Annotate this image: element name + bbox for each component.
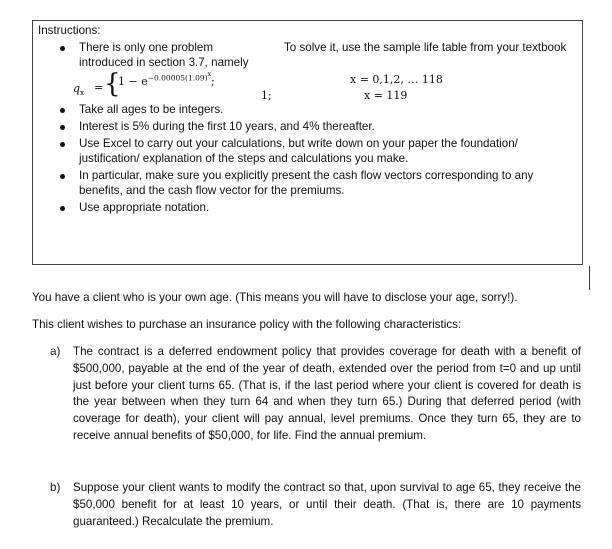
part-a-label: a) — [50, 345, 61, 358]
formula-equals: = — [94, 81, 104, 94]
textbook-note: To solve it, use the sample life table from your textbook — [284, 41, 567, 54]
bullet-dot — [60, 125, 65, 130]
bullet-excel: Use Excel to carry out your calculations, but write down on your paper the foundation/ justification/ explanation of the steps and calculations you make. — [79, 137, 575, 165]
formula-lhs: $q_x$ — [73, 82, 85, 98]
formula-case2: 1; — [261, 89, 272, 102]
part-b-label: b) — [50, 481, 61, 494]
bullet-cash-flow: In particular, make sure you explicitly present the cash flow vectors corresponding to any benefits, and the cash flow vector for the premiums. — [79, 169, 575, 197]
part-b-text: Suppose your client wants to modify the contract so that, upon survival to age 65, they receive the $50,000 benefit for at least 10 years, or until their death. (That is, there are 10 payments guaranteed.) Recalculate the premium. — [73, 481, 581, 528]
instructions-box — [32, 20, 583, 265]
text-cursor — [589, 266, 590, 290]
bullet-dot — [60, 46, 65, 51]
bullet-dot — [60, 142, 65, 147]
bullet-integers: Take all ages to be integers. — [79, 103, 223, 116]
bullet-dot — [60, 174, 65, 179]
mortality-formula — [73, 70, 493, 106]
bullet-dot — [60, 108, 65, 113]
intro-paragraph-2: This client wishes to purchase an insurance policy with the following characteristics: — [32, 318, 462, 331]
bullet-one-problem — [79, 41, 249, 69]
bullet-one-line1: There is only one problem — [79, 41, 214, 54]
bullet-notation: Use appropriate notation. — [79, 201, 209, 214]
formula-brace: { — [104, 69, 121, 99]
instructions-title: Instructions: — [38, 24, 101, 37]
bullet-dot — [60, 206, 65, 211]
formula-case2-condition: x = 119 — [364, 89, 408, 102]
formula-case1: $1 - e^{-0.00005(1.09)x}$; — [118, 71, 215, 88]
part-a-text: The contract is a deferred endowment policy that provides coverage for death with a benefit of $500,000, payable at the end of the year of death, extended over the period from t=0 and up until just before your client turns 65. (That is, if the last period where your client is covered for death is the year between when they turn 64 and when they turn 65.) During that deferred period (with coverage for death), your client will pay annual, level premiums. Once they turn 65, they are to receive annual benefits of $50,000, for life. Find the annual premium. — [73, 345, 581, 442]
intro-paragraph-1: You have a client who is your own age. (This means you will have to disclose your age, sorry!). — [32, 291, 518, 304]
formula-case1-condition: x = 0,1,2, … 118 — [350, 73, 443, 86]
bullet-interest: Interest is 5% during the first 10 years, and 4% thereafter. — [79, 120, 375, 133]
bullet-one-line2: introduced in section 3.7, namely — [79, 56, 249, 69]
